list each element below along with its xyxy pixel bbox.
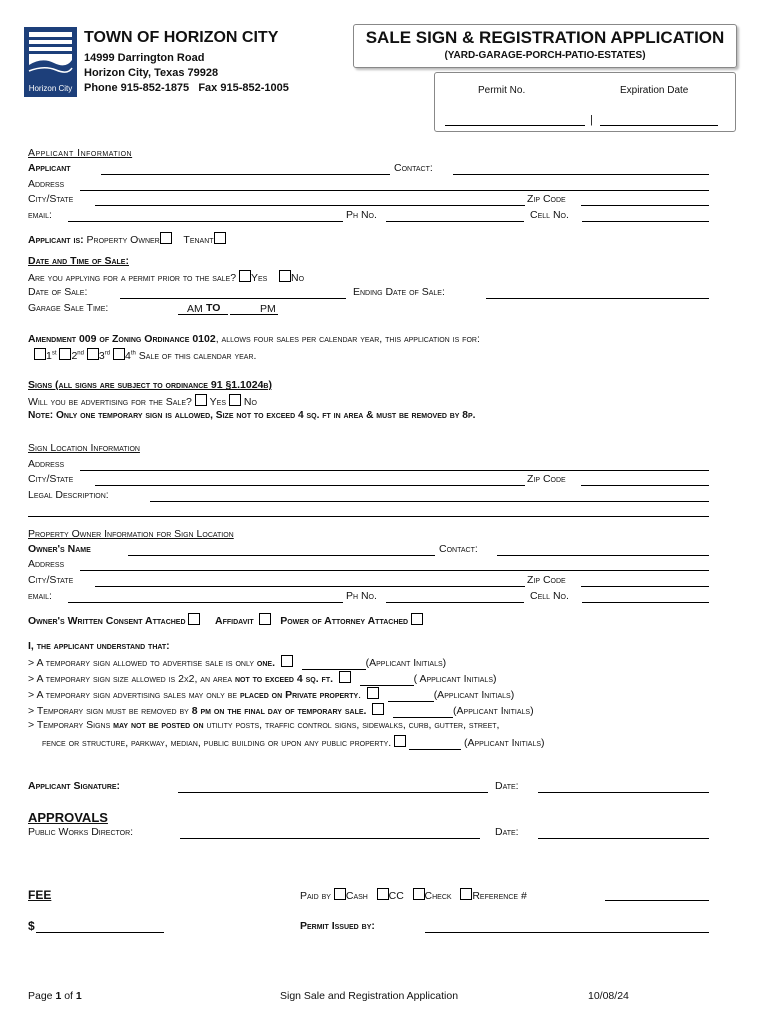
cash-checkbox[interactable] (334, 888, 346, 900)
ending-date-field[interactable] (486, 298, 709, 299)
reference-checkbox[interactable] (460, 888, 472, 900)
date-time-heading: Date and Time of Sale: (28, 255, 129, 267)
signs-question: Will you be advertising for the Sale? (28, 396, 192, 408)
applicant-signature-field[interactable] (178, 792, 488, 793)
city-state-label: City/State (28, 193, 74, 205)
sale-3rd-label: 3 (98, 350, 105, 362)
prior-question: Are you applying for a permit prior to the sale? (28, 272, 237, 284)
owner-name-label: Owner's Name (28, 543, 91, 555)
amendment-text: , allows four sales per calendar year, this application is for: (215, 333, 480, 345)
understand-item-2-bold: not to exceed 4 sq. ft. (234, 673, 334, 685)
prior-yes-checkbox[interactable] (239, 270, 251, 282)
understand-item-2-pre: > A temporary sign size allowed is 2x2, an area (28, 673, 235, 685)
paid-by-row (300, 888, 527, 902)
permit-no-label: Permit No. (478, 85, 526, 96)
applicant-field[interactable] (101, 174, 390, 175)
understand-item-3-bold: placed on Private property (239, 689, 359, 701)
permit-box (434, 72, 736, 132)
property-owner-heading: Property Owner Information for Sign Location (28, 528, 234, 540)
approval-date-label: Date: (495, 826, 519, 838)
understand-item-3-checkbox[interactable] (367, 687, 379, 699)
sign-location-heading: Sign Location Information (28, 442, 140, 454)
date-of-sale-field[interactable] (120, 298, 346, 299)
fee-amount-field[interactable] (36, 932, 164, 933)
understand-item-5-checkbox[interactable] (394, 735, 406, 747)
sale-4th-label: 4 (125, 350, 131, 362)
sale-1st-sup: st (51, 350, 57, 357)
applicant-signature-label: Applicant Signature: (28, 780, 121, 792)
start-time-field[interactable] (178, 314, 228, 315)
check-checkbox[interactable] (413, 888, 425, 900)
understand-item-5-pre: > Temporary Signs (28, 719, 114, 731)
town-name: TOWN OF HORIZON CITY (84, 29, 279, 46)
applicant-is-label: Applicant is: (28, 234, 84, 246)
owner-email-label: email: (28, 590, 52, 602)
reference-field[interactable] (605, 900, 709, 901)
page-label: Page (28, 990, 53, 1002)
owner-ph-field[interactable] (386, 602, 524, 603)
understand-item-3-post: . (358, 689, 362, 701)
director-field[interactable] (180, 838, 480, 839)
understand-item-2-initials: ( Applicant Initials) (413, 673, 497, 685)
approval-date-field[interactable] (538, 838, 709, 839)
understand-item-1-bold: one. (256, 657, 275, 669)
understand-heading: I, the applicant understand that: (28, 640, 170, 652)
understand-item-5-line2 (42, 735, 545, 750)
page-total: 1 (75, 990, 82, 1002)
signs-yes-label: Yes (209, 396, 227, 408)
address-label: Address (28, 178, 65, 190)
cc-label: CC (388, 890, 404, 902)
owner-city-state-field[interactable] (95, 586, 525, 587)
signs-note: Note: Only one temporary sign is allowed, Size not to exceed 4 sq. ft in area & must be removed by 8p. (28, 410, 476, 421)
poa-label: Power of Attorney Attached (280, 615, 409, 627)
owner-cell-label: Cell No. (530, 590, 569, 602)
sale-1st-checkbox[interactable] (34, 348, 46, 360)
consent-row (28, 613, 423, 627)
owner-ph-label: Ph No. (346, 590, 377, 602)
affidavit-label: Affidavit (215, 615, 254, 627)
ph-no-label: Ph No. (346, 209, 377, 221)
owner-contact-field[interactable] (497, 555, 709, 556)
sale-2nd-label: 2 (71, 350, 78, 362)
town-address-line2: Horizon City, Texas 79928 (84, 67, 219, 79)
sale-1st-label: 1 (46, 350, 52, 362)
owner-zip-field[interactable] (581, 586, 709, 587)
property-owner-label: Property Owner (86, 234, 160, 246)
signs-no-label: No (243, 396, 257, 408)
sale-4th-checkbox[interactable] (113, 348, 125, 360)
owner-address-label: Address (28, 558, 65, 570)
approvals-heading: APPROVALS (28, 810, 108, 825)
understand-item-4-initials-field[interactable] (393, 705, 453, 718)
pm-label: PM (260, 303, 276, 315)
understand-item-1-initials-field[interactable] (302, 657, 366, 670)
owner-email-field[interactable] (68, 602, 343, 603)
understand-item-5-post: utility posts, traffic control signs, sidewalks, curb, gutter, street, (203, 719, 500, 731)
dollar-label: $ (28, 919, 35, 933)
understand-item-2-initials-field[interactable] (360, 673, 414, 686)
owner-cell-field[interactable] (582, 602, 709, 603)
am-label: AM (187, 303, 203, 315)
poa-checkbox[interactable] (411, 613, 423, 625)
email-label: email: (28, 209, 52, 221)
understand-item-1 (28, 655, 446, 670)
contact-field[interactable] (453, 174, 709, 175)
prior-yes-label: Yes (250, 272, 268, 284)
address-field[interactable] (80, 190, 709, 191)
signature-date-label: Date: (495, 780, 519, 792)
understand-item-4-checkbox[interactable] (372, 703, 384, 715)
reference-label: Reference # (472, 890, 527, 902)
email-field[interactable] (68, 221, 343, 222)
town-phone: Phone 915-852-1875 Fax 915-852-1005 (84, 82, 289, 94)
legal-description-field[interactable] (150, 501, 709, 502)
amendment-row (28, 333, 480, 345)
zip-code-label: Zip Code (527, 193, 566, 205)
fee-label: FEE (28, 888, 52, 902)
permit-issued-label: Permit Issued by: (300, 920, 375, 932)
footer-title: Sign Sale and Registration Application (280, 990, 459, 1002)
consent-checkbox[interactable] (188, 613, 200, 625)
understand-item-3-initials: (Applicant Initials) (433, 689, 515, 701)
contact-label: Contact: (394, 162, 433, 174)
check-label: Check (424, 890, 452, 902)
tenant-checkbox[interactable] (214, 232, 226, 244)
permit-issued-field[interactable] (425, 932, 709, 933)
permit-separator: | (590, 114, 593, 126)
sale-3rd-checkbox[interactable] (87, 348, 99, 360)
understand-item-1-checkbox[interactable] (281, 655, 293, 667)
understand-item-4-pre: > Temporary sign must be removed by (28, 705, 192, 717)
sign-zip-field[interactable] (581, 485, 709, 486)
garage-time-label: Garage Sale Time: (28, 302, 109, 314)
director-label: Public Works Director: (28, 826, 134, 838)
ending-date-label: Ending Date of Sale: (353, 286, 445, 298)
signs-yes-checkbox[interactable] (195, 394, 207, 406)
applicant-is-row (28, 232, 226, 246)
cc-checkbox[interactable] (377, 888, 389, 900)
understand-item-2-checkbox[interactable] (339, 671, 351, 683)
signs-no-checkbox[interactable] (229, 394, 241, 406)
affidavit-checkbox[interactable] (259, 613, 271, 625)
property-owner-checkbox[interactable] (160, 232, 172, 244)
sign-address-field[interactable] (80, 470, 709, 471)
sale-2nd-checkbox[interactable] (59, 348, 71, 360)
owner-zip-label: Zip Code (527, 574, 566, 586)
understand-item-5-initials-field[interactable] (409, 737, 461, 750)
sign-address-label: Address (28, 458, 65, 470)
understand-item-3 (28, 687, 514, 702)
form-title: SALE SIGN & REGISTRATION APPLICATION (365, 28, 725, 47)
sale-4th-sup: th (130, 350, 136, 357)
understand-item-5 (28, 719, 499, 731)
logo-text: Horizon City (28, 84, 73, 93)
ph-no-field[interactable] (386, 221, 524, 222)
understand-item-3-pre: > A temporary sign advertising sales may only be (28, 689, 240, 701)
city-state-field[interactable] (95, 205, 525, 206)
of-label: of (64, 990, 73, 1002)
owner-city-state-label: City/State (28, 574, 74, 586)
zip-code-field[interactable] (581, 205, 709, 206)
page-num: 1 (55, 990, 62, 1002)
owner-address-field[interactable] (80, 570, 709, 571)
paid-by-label: Paid by (300, 890, 331, 902)
prior-no-label: No (290, 272, 305, 284)
page-indicator (28, 990, 82, 1002)
legal-description-field-2[interactable] (28, 516, 709, 517)
understand-item-4 (28, 703, 534, 718)
applicant-info-heading: Applicant Information (28, 147, 133, 159)
sign-city-state-label: City/State (28, 473, 74, 485)
amendment-bold: Amendment 009 of Zoning Ordinance 0102 (28, 333, 216, 345)
to-label: TO (206, 302, 221, 314)
understand-item-3-initials-field[interactable] (388, 689, 434, 702)
date-of-sale-label: Date of Sale: (28, 286, 88, 298)
owner-name-field[interactable] (128, 555, 435, 556)
cash-label: Cash (345, 890, 368, 902)
sale-number-suffix: Sale of this calendar year. (138, 350, 257, 362)
permit-no-field[interactable] (445, 125, 585, 126)
town-address-line1: 14999 Darrington Road (84, 52, 205, 64)
sale-2nd-sup: nd (77, 350, 84, 357)
understand-item-1-initials: (Applicant Initials) (365, 657, 447, 669)
owner-contact-label: Contact: (439, 543, 478, 555)
tenant-label: Tenant (183, 234, 214, 246)
signs-question-row (28, 394, 257, 408)
prior-no-checkbox[interactable] (279, 270, 291, 282)
understand-item-4-initials: (Applicant Initials) (453, 705, 534, 717)
sign-zip-label: Zip Code (527, 473, 566, 485)
understand-item-5-bold: may not be posted on (113, 719, 204, 731)
sale-number-row (34, 348, 256, 362)
expiration-date-field[interactable] (600, 125, 718, 126)
understand-item-5-text2: fence or structure, parkway, median, public building or upon any public property. (42, 737, 392, 749)
cell-no-field[interactable] (582, 221, 709, 222)
signs-heading: Signs (all signs are subject to ordinance 91 §1.1024b) (28, 379, 272, 391)
understand-item-1-pre: > A temporary sign allowed to advertise sale is only (28, 657, 257, 669)
understand-item-4-bold: 8 pm on the final day of temporary sale. (191, 705, 367, 717)
sign-city-state-field[interactable] (95, 485, 525, 486)
cell-no-label: Cell No. (530, 209, 569, 221)
understand-item-5-initials: (Applicant Initials) (463, 737, 545, 749)
form-subtitle: (YARD-GARAGE-PORCH-PATIO-ESTATES) (444, 50, 646, 61)
legal-description-label: Legal Description: (28, 489, 109, 501)
consent-label: Owner's Written Consent Attached (28, 615, 186, 627)
expiration-date-label: Expiration Date (620, 85, 689, 96)
signature-date-field[interactable] (538, 792, 709, 793)
prior-question-row (28, 270, 304, 284)
applicant-label: Applicant (28, 162, 71, 174)
footer-date: 10/08/24 (588, 990, 629, 1002)
sale-3rd-sup: rd (104, 350, 111, 357)
understand-item-2 (28, 671, 497, 686)
